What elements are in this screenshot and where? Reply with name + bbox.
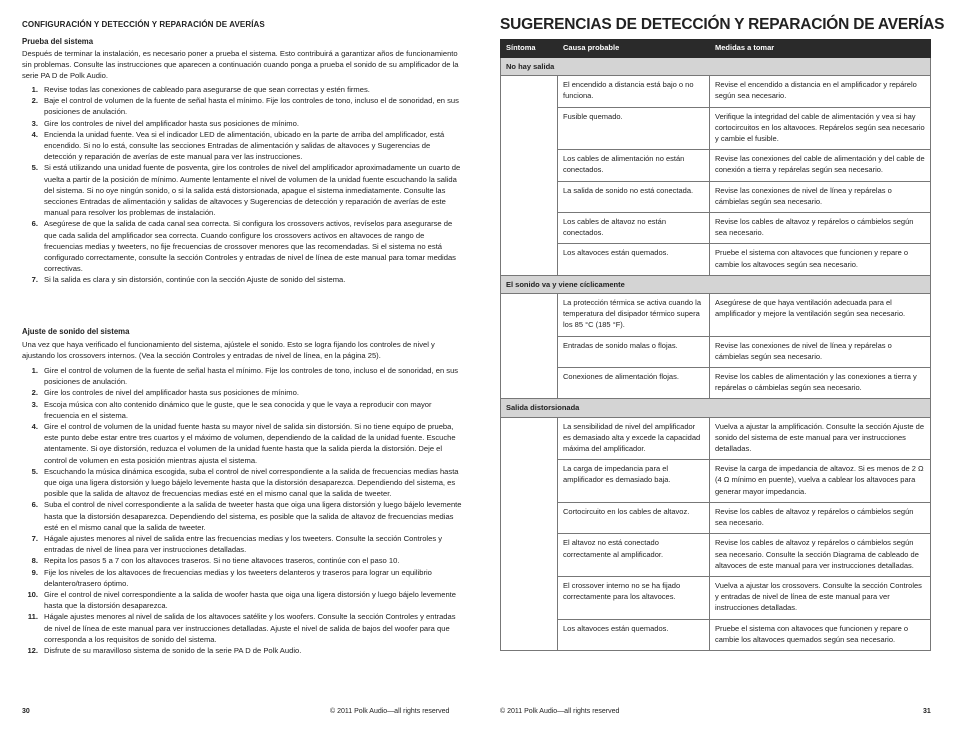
- step-number: 7.: [31, 275, 38, 285]
- symptom-cell: [501, 534, 558, 577]
- system-test-intro: Después de terminar la instalación, es necesario poner a prueba el sistema. Esto contribuirá a garantizar años de funcionamiento sin problemas. Consulte las instrucciones que aparecen a continuación cuando ponga a prueba el sonido de su amplificador de la serie PA D de Polk Audio.: [22, 49, 459, 81]
- step-text: Hágale ajustes menores al nivel de salida de los altavoces satélite y los woofers. Consulte la sección Controles y entradas de nivel de línea de este manual para ver instrucciones detalladas. Ajuste el nivel de salida de bajos del woofer para que corresponda a los requisitos de sonido del sistema.: [44, 612, 456, 644]
- step-text: Gire el control de volumen de la unidad fuente hasta su mayor nivel de salida sin distorsión. Si no tiene equipo de prueba, este punto debe estar entre tres cuartos y el máximo de volumen, dependiendo de la calidad de la unidad fuente. Escuche atentamente. Si oye distorsión, reduzca el volumen de la unidad fuente hasta que la salida pierda la distorsión. Deje el control de volumen en esta posición mientras ajusta el sistema.: [44, 422, 456, 465]
- cause-cell: Los altavoces están quemados.: [558, 619, 710, 650]
- troubleshooting-table: [500, 39, 931, 651]
- step-text: Gire los controles de nivel del amplificador hasta sus posiciones de mínimo.: [44, 388, 299, 398]
- list-item: [22, 533, 462, 555]
- table-row: [501, 576, 931, 619]
- step-number: 12.: [27, 646, 38, 656]
- step-number: 2.: [31, 388, 38, 398]
- table-section-row: [501, 275, 931, 293]
- step-text: Hágale ajustes menores al nivel de salida entre las frecuencias medias y los tweeters. Consulte la sección Controles y entradas de nivel de línea para ver instrucciones detalladas.: [44, 534, 443, 555]
- cause-cell: La carga de impedancia para el amplificador es demasiado baja.: [558, 460, 710, 503]
- page-number: 30: [22, 708, 30, 715]
- list-item: [22, 129, 462, 163]
- table-row: [501, 76, 931, 107]
- table-row: [501, 368, 931, 399]
- symptom-cell: [501, 460, 558, 503]
- fix-cell: Revise los cables de altavoz y repárelos o cámbielos según sea necesario. Consulte la sección Diagrama de cableado de altavoces de este manual para ver instrucciones detalladas.: [710, 534, 931, 577]
- step-number: 3.: [31, 118, 38, 128]
- fix-cell: Revise el encendido a distancia en el amplificador y repárelo según sea necesario.: [710, 76, 931, 107]
- list-item: [22, 589, 462, 611]
- fix-cell: Revise los cables de altavoz y repárelos o cámbielos según sea necesario.: [710, 502, 931, 533]
- symptom-cell: [501, 213, 558, 244]
- table-row: [501, 534, 931, 577]
- table-row: [501, 150, 931, 181]
- cause-cell: La sensibilidad de nivel del amplificador es demasiado alta y excede la capacidad máxima del amplificador.: [558, 417, 710, 460]
- table-row: [501, 460, 931, 503]
- fix-cell: Revise los cables de altavoz y repárelos o cámbielos según sea necesario.: [710, 213, 931, 244]
- symptom-cell: [501, 619, 558, 650]
- page-header: CONFIGURACIÓN Y DETECCIÓN Y REPARACIÓN DE AVERÍAS: [22, 20, 265, 29]
- symptom-cell: [501, 336, 558, 367]
- list-item: [22, 218, 462, 274]
- sound-tuning-intro: Una vez que haya verificado el funcionamiento del sistema, ajústele el sonido. Esto se logra fijando los controles de nivel y ajustando los crossovers internos. (Vea la sección Controles y entradas de nivel de línea, en la página 25).: [22, 340, 435, 361]
- cause-cell: Conexiones de alimentación flojas.: [558, 368, 710, 399]
- list-item: [22, 567, 462, 589]
- fix-cell: Pruebe el sistema con altavoces que funcionen y repare o cambie los altavoces según sea necesario.: [710, 244, 931, 275]
- step-text: Gire el control de nivel correspondiente a la salida de woofer hasta que oiga una ligera distorsión y luego bájelo levemente hasta que la distorsión desaparezca.: [44, 590, 457, 611]
- fix-cell: Revise las conexiones de nivel de línea y repárelas o cámbielas según sea necesario.: [710, 336, 931, 367]
- symptom-cell: [501, 368, 558, 399]
- system-test-steps: [22, 84, 462, 286]
- cause-cell: Los altavoces están quemados.: [558, 244, 710, 275]
- symptom-cell: [501, 76, 558, 107]
- fix-cell: Vuelva a ajustar los crossovers. Consulte la sección Controles y entradas de nivel de línea de este manual para ver instrucciones detalladas.: [710, 576, 931, 619]
- table-row: [501, 502, 931, 533]
- table-row: [501, 244, 931, 275]
- fix-cell: Asegúrese de que haya ventilación adecuada para el amplificador y mejore la ventilación según sea necesario.: [710, 294, 931, 337]
- list-item: [22, 162, 462, 218]
- cause-cell: Cortocircuito en los cables de altavoz.: [558, 502, 710, 533]
- step-number: 1.: [31, 85, 38, 94]
- list-item: [22, 95, 462, 117]
- list-item: [22, 555, 462, 566]
- page-title: SUGERENCIAS DE DETECCIÓN Y REPARACIÓN DE AVERÍAS: [500, 16, 945, 33]
- section-title-sound-tuning: Ajuste de sonido del sistema: [22, 327, 130, 336]
- symptom-cell: [501, 576, 558, 619]
- step-number: 2.: [31, 96, 38, 106]
- cause-cell: Los cables de alimentación no están conectados.: [558, 150, 710, 181]
- list-item: [22, 466, 462, 500]
- cause-cell: La salida de sonido no está conectada.: [558, 181, 710, 212]
- fix-cell: Vuelva a ajustar la amplificación. Consulte la sección Ajuste de sonido del sistema de este manual para ver instrucciones detalladas.: [710, 417, 931, 460]
- fix-cell: Revise las conexiones del cable de alimentación y del cable de conexión a tierra y repárelas según sea necesario.: [710, 150, 931, 181]
- cause-cell: El altavoz no está conectado correctamente al amplificador.: [558, 534, 710, 577]
- step-number: 8.: [31, 556, 38, 566]
- step-number: 5.: [31, 466, 38, 476]
- step-text: Asegúrese de que la salida de cada canal sea correcta. Si configura los crossovers activos, revíselos para asegurarse de que cada salida del amplificador sea correcta. Cuando configure los crossovers activos en altavoces de rango de frecuencias medias y tweeters, no fije frecuencias de crossover menores que las recomendadas. Si el sistema no está configurado correctamente, consulte la sección Controles y entradas de nivel de línea de este manual para tomar medidas correctivas.: [44, 219, 456, 274]
- table-row: [501, 213, 931, 244]
- step-text: Suba el control de nivel correspondiente a la salida de tweeter hasta que oiga una ligera distorsión y luego bájelo levemente hasta que la distorsión desaparezca. Dependiendo del sistema, es posible que la salida de altavoz de frecuencias medias esté en el mismo canal que la salida de tweeter.: [44, 500, 462, 532]
- column-header-fix: Medidas a tomar: [710, 40, 931, 58]
- fix-cell: Revise los cables de alimentación y las conexiones a tierra y repárelas o cámbielas según sea necesario.: [710, 368, 931, 399]
- list-item: [22, 399, 462, 421]
- step-text: Gire el control de volumen de la fuente de señal hasta el mínimo. Fije los controles de tono, incluso el de sonoridad, en sus posiciones de anulación.: [44, 366, 459, 387]
- section-symptom-label: No hay salida: [501, 58, 931, 76]
- list-item: [22, 274, 462, 285]
- copyright-notice: © 2011 Polk Audio—all rights reserved: [500, 708, 620, 715]
- symptom-cell: [501, 181, 558, 212]
- fix-cell: Revise la carga de impedancia de altavoz. Si es menos de 2 Ω (4 Ω mínimo en puente), vuelva a cablear los altavoces para generar mayor impedancia.: [710, 460, 931, 503]
- step-text: Disfrute de su maravilloso sistema de sonido de la serie PA D de Polk Audio.: [44, 646, 302, 656]
- step-number: 6.: [31, 219, 38, 229]
- sound-tuning-steps: [22, 365, 462, 656]
- copyright-notice: © 2011 Polk Audio—all rights reserved: [330, 708, 450, 715]
- cause-cell: Fusible quemado.: [558, 107, 710, 150]
- table-row: [501, 294, 931, 337]
- symptom-cell: [501, 244, 558, 275]
- list-item: [22, 421, 462, 466]
- step-text: Escuchando la música dinámica escogida, suba el control de nivel correspondiente a la salida de frecuencias medias hasta que oiga una ligera distorsión y luego bájelo levemente hasta que la distorsión desaparezca. Dependiendo del sistema, es posible que la salida de altavoz de frecuencias medias esté en el mismo canal que la salida de tweeter.: [44, 466, 459, 499]
- step-number: 7.: [31, 534, 38, 544]
- list-item: [22, 645, 462, 656]
- step-text: Gire los controles de nivel del amplificador hasta sus posiciones de mínimo.: [44, 118, 299, 128]
- step-text: Fije los niveles de los altavoces de frecuencias medias y los tweeters delanteros y traseros para lograr un equilibrio delantero/trasero óptimo.: [44, 567, 432, 588]
- step-number: 1.: [31, 366, 38, 375]
- step-text: Si la salida es clara y sin distorsión, continúe con la sección Ajuste de sonido del sistema.: [44, 275, 346, 285]
- table-section-row: [501, 58, 931, 76]
- table-row: [501, 181, 931, 212]
- step-number: 3.: [31, 399, 38, 409]
- section-title-system-test: Prueba del sistema: [22, 37, 94, 46]
- step-text: Revise todas las conexiones de cableado para asegurarse de que sean correctas y estén firmes.: [44, 85, 370, 94]
- right-page: [477, 0, 954, 738]
- step-number: 4.: [31, 422, 38, 432]
- cause-cell: Entradas de sonido malas o flojas.: [558, 336, 710, 367]
- list-item: [22, 365, 462, 387]
- list-item: [22, 611, 462, 645]
- column-header-cause: Causa probable: [558, 40, 710, 58]
- fix-cell: Revise las conexiones de nivel de línea y repárelas o cámbielas según sea necesario.: [710, 181, 931, 212]
- list-item: [22, 499, 462, 533]
- cause-cell: El encendido a distancia está bajo o no funciona.: [558, 76, 710, 107]
- table-row: [501, 107, 931, 150]
- step-number: 9.: [31, 567, 38, 577]
- table-section-row: [501, 399, 931, 417]
- table-row: [501, 619, 931, 650]
- step-number: 11.: [27, 612, 38, 622]
- step-number: 6.: [31, 500, 38, 510]
- table-row: [501, 336, 931, 367]
- step-text: Repita los pasos 5 a 7 con los altavoces traseros. Si no tiene altavoces traseros, continúe con el paso 10.: [44, 556, 400, 566]
- symptom-cell: [501, 502, 558, 533]
- step-text: Encienda la unidad fuente. Vea si el indicador LED de alimentación, ubicado en la parte de arriba del amplificador, está encendido. Si no lo está, consulte las secciones Entradas de alimentación y salidas de altavoces y Sugerencias de detección y reparación de averías de este manual para ver las instrucciones.: [44, 129, 445, 162]
- cause-cell: El crossover interno no se ha fijado correctamente para los altavoces.: [558, 576, 710, 619]
- symptom-cell: [501, 107, 558, 150]
- list-item: [22, 387, 462, 398]
- fix-cell: Verifique la integridad del cable de alimentación y vea si hay cortocircuitos en los altavoces. Repárelos según sea necesario y cambie el fusible.: [710, 107, 931, 150]
- step-text: Baje el control de volumen de la fuente de señal hasta el mínimo. Fije los controles de tono, incluso el de sonoridad, en sus posiciones de anulación.: [44, 96, 459, 117]
- table-header-row: [501, 40, 931, 58]
- column-header-symptom: Síntoma: [501, 40, 558, 58]
- cause-cell: Los cables de altavoz no están conectados.: [558, 213, 710, 244]
- symptom-cell: [501, 417, 558, 460]
- fix-cell: Pruebe el sistema con altavoces que funcionen y repare o cambie los altavoces quemados según sea necesario.: [710, 619, 931, 650]
- step-text: Escoja música con alto contenido dinámico que le guste, que le sea conocida y que le vaya a reproducir con mayor frecuencia en el sistema.: [44, 399, 432, 420]
- step-number: 10.: [27, 590, 38, 600]
- step-number: 4.: [31, 129, 38, 139]
- page-number: 31: [923, 708, 931, 715]
- section-symptom-label: El sonido va y viene cíclicamente: [501, 275, 931, 293]
- section-symptom-label: Salida distorsionada: [501, 399, 931, 417]
- list-item: [22, 118, 462, 129]
- step-text: Si está utilizando una unidad fuente de posventa, gire los controles de nivel del amplificador aproximadamente un cuarto de vuelta a partir de la posición de mínimo. Aumente lentamente el nivel de volumen de la unidad fuente escuchando la salida del sistema. Si no oye ningún sonido, o si la salida está distorsionada, apague el sistema inmediatamente. Consulte las secciones Entradas de alimentación y salidas de altavoces y Sugerencias de detección y reparación de averías de este manual para resolver los problemas de instalación.: [44, 163, 461, 218]
- cause-cell: La protección térmica se activa cuando la temperatura del disipador térmico supera los 85 °C (185 °F).: [558, 294, 710, 337]
- list-item: [22, 84, 462, 95]
- symptom-cell: [501, 294, 558, 337]
- symptom-cell: [501, 150, 558, 181]
- table-row: [501, 417, 931, 460]
- step-number: 5.: [31, 163, 38, 173]
